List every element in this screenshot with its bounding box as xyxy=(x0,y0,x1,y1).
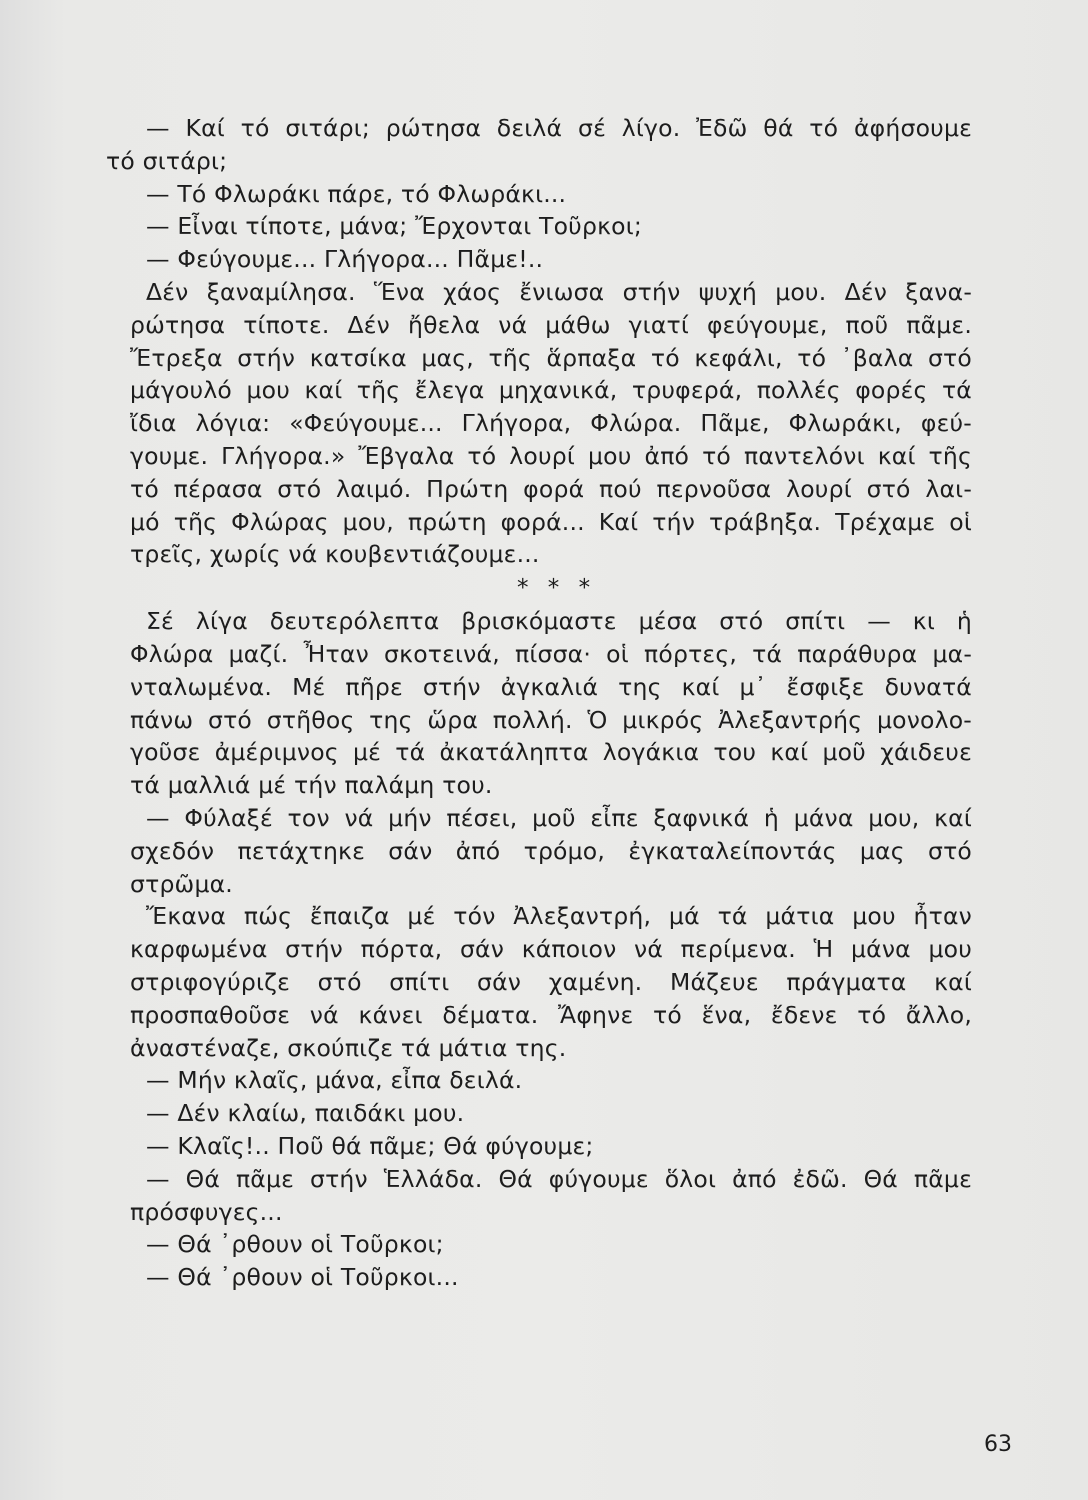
text-line: — Φεύγουμε... Γλήγορα... Πᾶμε!.. xyxy=(146,245,544,274)
text-line: Ἔτρεξα στήν κατσίκα μας, τῆς ἅρπαξα τό κεφάλι, τό ᾽βαλα στό xyxy=(130,343,972,372)
text-line: Φλώρα μαζί. Ἦταν σκοτεινά, πίσσα· οἱ πόρτες, τά παράθυρα μα- xyxy=(130,639,972,668)
text-line: — Φύλαξέ τον νά μήν πέσει, μοῦ εἶπε ξαφνικά ἡ μάνα μου, καί xyxy=(146,803,972,832)
text-line: — Θά ᾽ρθουν οἱ Τοῦρκοι; xyxy=(146,1230,444,1259)
text-line: ἴδια λόγια: «Φεύγουμε... Γλήγορα, Φλώρα. Πᾶμε, Φλωράκι, φεύ- xyxy=(130,409,972,438)
text-line: — Θά πᾶμε στήν Ἑλλάδα. Θά φύγουμε ὅλοι ἀπό ἐδῶ. Θά πᾶμε xyxy=(146,1164,972,1193)
text-line: — Μήν κλαῖς, μάνα, εἶπα δειλά. xyxy=(146,1066,523,1095)
text-line: στριφογύριζε στό σπίτι σάν χαμένη. Μάζευε πράγματα καί xyxy=(130,967,972,996)
text-line: γουμε. Γλήγορα.» Ἔβγαλα τό λουρί μου ἀπό τό παντελόνι καί τῆς xyxy=(130,441,972,470)
text-line: σχεδόν πετάχτηκε σάν ἀπό τρόμο, ἐγκαταλείποντάς μας στό xyxy=(130,836,972,865)
text-line: προσπαθοῦσε νά κάνει δέματα. Ἄφηνε τό ἕνα, ἔδενε τό ἄλλο, xyxy=(130,1000,972,1029)
text-line: πρόσφυγες... xyxy=(130,1197,283,1226)
page-body-text xyxy=(92,112,972,1294)
text-line: μάγουλό μου καί τῆς ἔλεγα μηχανικά, τρυφερά, πολλές φορές τά xyxy=(130,376,972,405)
text-line: πάνω στό στῆθος της ὥρα πολλή. Ὁ μικρός Ἀλεξαντρής μονολο- xyxy=(130,705,972,734)
text-line: μό τῆς Φλώρας μου, πρώτη φορά... Καί τήν τράβηξα. Τρέχαμε οἱ xyxy=(130,507,972,536)
text-line: τό σιτάρι; xyxy=(106,146,228,175)
text-line: νταλωμένα. Μέ πῆρε στήν ἀγκαλιά της καί μ᾽ ἔσφιξε δυνατά xyxy=(130,672,972,701)
text-line: — Κλαῖς!.. Ποῦ θά πᾶμε; Θά φύγουμε; xyxy=(146,1131,594,1160)
section-separator: * * * xyxy=(517,575,597,602)
text-line: καρφωμένα στήν πόρτα, σάν κάποιον νά περίμενα. Ἡ μάνα μου xyxy=(130,935,972,964)
text-line: — Δέν κλαίω, παιδάκι μου. xyxy=(146,1099,465,1128)
text-line: — Τό Φλωράκι πάρε, τό Φλωράκι... xyxy=(146,179,567,208)
text-line: τά μαλλιά μέ τήν παλάμη του. xyxy=(130,771,493,800)
text-line: Δέν ξαναμίλησα. Ἕνα χάος ἔνιωσα στήν ψυχή μου. Δέν ξανα- xyxy=(146,277,972,306)
text-line: — Θά ᾽ρθουν οἱ Τοῦρκοι... xyxy=(146,1263,459,1292)
text-line: στρῶμα. xyxy=(130,869,233,898)
text-line: τρεῖς, χωρίς νά κουβεντιάζουμε... xyxy=(130,540,540,569)
text-line: ἀναστέναζε, σκούπιζε τά μάτια της. xyxy=(130,1033,567,1062)
page-number: 63 xyxy=(984,1432,1012,1457)
text-line: — Καί τό σιτάρι; ρώτησα δειλά σέ λίγο. Ἐδῶ θά τό ἀφήσουμε xyxy=(146,114,972,142)
text-line: Σέ λίγα δευτερόλεπτα βρισκόμαστε μέσα στό σπίτι — κι ἡ xyxy=(146,607,972,636)
text-line: ρώτησα τίποτε. Δέν ἤθελα νά μάθω γιατί φεύγουμε, ποῦ πᾶμε. xyxy=(130,310,972,339)
text-line: γοῦσε ἀμέριμνος μέ τά ἀκατάληπτα λογάκια του καί μοῦ χάιδευε xyxy=(130,738,972,767)
text-line: — Εἶναι τίποτε, μάνα; Ἔρχονται Τοῦρκοι; xyxy=(146,212,642,241)
text-line: Ἔκανα πώς ἔπαιζα μέ τόν Ἀλεξαντρή, μά τά μάτια μου ἦταν xyxy=(146,902,972,931)
text-line: τό πέρασα στό λαιμό. Πρώτη φορά πού περνοῦσα λουρί στό λαι- xyxy=(130,474,972,503)
